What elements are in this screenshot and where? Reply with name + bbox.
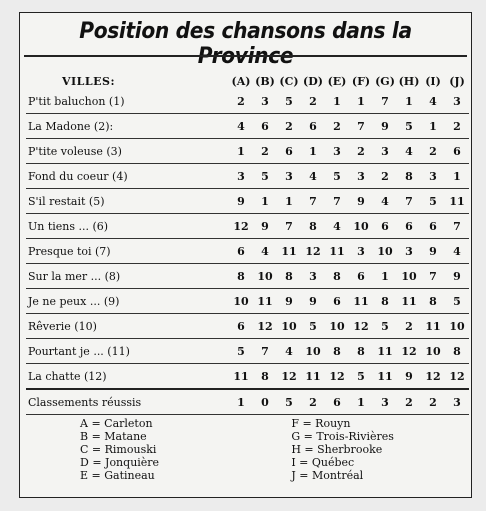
table-cell: 3	[373, 389, 397, 415]
table-cell: 11	[349, 289, 373, 314]
table-cell: 7	[373, 89, 397, 114]
table-cell: 4	[445, 239, 469, 264]
table-cell: 3	[421, 164, 445, 189]
table-cell: 9	[277, 289, 301, 314]
table-row	[26, 364, 469, 390]
totals-label: Classements réussis	[26, 389, 229, 415]
column-header: (I)	[425, 74, 441, 88]
table-cell: 7	[253, 339, 277, 364]
table-cell: 10	[229, 289, 253, 314]
legend-entry: G = Trois-Rivières	[291, 430, 394, 443]
table-cell: 7	[421, 264, 445, 289]
table-row	[26, 264, 469, 289]
table-cell: 6	[253, 114, 277, 139]
table-cell: 5	[421, 189, 445, 214]
table-cell: 3	[277, 164, 301, 189]
title-divider	[24, 55, 467, 57]
table-cell: 8	[421, 289, 445, 314]
table-row	[26, 189, 469, 214]
table-cell: 9	[349, 189, 373, 214]
table-cell: 5	[373, 314, 397, 339]
table-cell: 2	[325, 114, 349, 139]
table-row	[26, 339, 469, 364]
song-title: P'tite voleuse (3)	[26, 139, 229, 164]
table-cell: 6	[229, 314, 253, 339]
table-cell: 11	[373, 339, 397, 364]
table-cell: 12	[397, 339, 421, 364]
table-cell: 0	[253, 389, 277, 415]
table-cell: 9	[421, 239, 445, 264]
table-header-row	[26, 73, 469, 89]
legend-entry: H = Sherbrooke	[291, 443, 383, 456]
table-row	[26, 289, 469, 314]
table-row	[26, 89, 469, 114]
table-cell: 8	[445, 339, 469, 364]
totals-row	[26, 389, 469, 415]
table-cell: 7	[277, 214, 301, 239]
table-cell: 11	[421, 314, 445, 339]
song-title: Rêverie (10)	[26, 314, 229, 339]
table-cell: 1	[301, 139, 325, 164]
column-header: (C)	[279, 74, 299, 88]
legend-entry: J = Montréal	[291, 469, 364, 482]
city-legend	[80, 417, 460, 482]
song-title: S'il restait (5)	[26, 189, 229, 214]
table-cell: 2	[349, 139, 373, 164]
table-cell: 6	[349, 264, 373, 289]
legend-entry: D = Jonquière	[80, 456, 160, 469]
table-cell: 8	[397, 164, 421, 189]
column-header: (J)	[449, 74, 465, 88]
table-cell: 3	[445, 89, 469, 114]
table-row	[26, 139, 469, 164]
table-cell: 10	[349, 214, 373, 239]
song-title: La Madone (2):	[26, 114, 229, 139]
table-cell: 8	[277, 264, 301, 289]
legend-row	[80, 417, 460, 430]
song-title: P'tit baluchon (1)	[26, 89, 229, 114]
table-cell: 12	[253, 314, 277, 339]
song-title: Fond du coeur (4)	[26, 164, 229, 189]
table-cell: 4	[325, 214, 349, 239]
table-cell: 8	[301, 214, 325, 239]
table-cell: 4	[421, 89, 445, 114]
table-cell: 8	[373, 289, 397, 314]
legend-entry: C = Rimouski	[80, 443, 157, 456]
legend-row	[80, 469, 460, 482]
table-row	[26, 239, 469, 264]
table-cell: 2	[421, 139, 445, 164]
table-cell: 9	[301, 289, 325, 314]
table-row	[26, 164, 469, 189]
column-header: (F)	[351, 74, 371, 88]
table-cell: 2	[277, 114, 301, 139]
song-title: Pourtant je ... (11)	[26, 339, 229, 364]
table-cell: 12	[445, 364, 469, 390]
table-cell: 11	[277, 239, 301, 264]
table-cell: 12	[277, 364, 301, 390]
table-cell: 9	[373, 114, 397, 139]
legend-entry: I = Québec	[291, 456, 355, 469]
table-cell: 3	[325, 139, 349, 164]
table-cell: 6	[397, 214, 421, 239]
legend-row	[80, 443, 460, 456]
table-cell: 1	[373, 264, 397, 289]
table-cell: 10	[421, 339, 445, 364]
column-header: (H)	[398, 74, 420, 88]
table-cell: 8	[229, 264, 253, 289]
table-cell: 9	[253, 214, 277, 239]
table-cell: 1	[253, 189, 277, 214]
table-cell: 8	[253, 364, 277, 390]
legend-entry: F = Rouyn	[291, 417, 351, 430]
table-cell: 8	[325, 339, 349, 364]
table-cell: 11	[445, 189, 469, 214]
table-cell: 2	[229, 89, 253, 114]
table-cell: 3	[301, 264, 325, 289]
table-cell: 6	[277, 139, 301, 164]
page-title: Position des chansons dans la Province	[79, 19, 412, 69]
table-cell: 10	[373, 239, 397, 264]
table-cell: 6	[445, 139, 469, 164]
table-cell: 4	[277, 339, 301, 364]
table-cell: 12	[421, 364, 445, 390]
table-cell: 2	[301, 389, 325, 415]
table-cell: 10	[277, 314, 301, 339]
table-cell: 5	[445, 289, 469, 314]
table-cell: 11	[253, 289, 277, 314]
table-cell: 10	[325, 314, 349, 339]
table-cell: 5	[325, 164, 349, 189]
table-cell: 10	[445, 314, 469, 339]
table-cell: 6	[301, 114, 325, 139]
table-cell: 3	[349, 164, 373, 189]
table-cell: 2	[445, 114, 469, 139]
column-header: (D)	[303, 74, 323, 88]
legend-entry: E = Gatineau	[80, 469, 155, 482]
table-cell: 1	[421, 114, 445, 139]
table-cell: 5	[277, 389, 301, 415]
table-cell: 9	[229, 189, 253, 214]
table-cell: 1	[277, 189, 301, 214]
column-header: (B)	[255, 74, 275, 88]
table-cell: 7	[301, 189, 325, 214]
table-cell: 10	[397, 264, 421, 289]
table-cell: 2	[253, 139, 277, 164]
legend-entry: A = Carleton	[80, 417, 153, 430]
table-cell: 4	[373, 189, 397, 214]
column-header: (G)	[375, 74, 395, 88]
table-cell: 3	[397, 239, 421, 264]
table-cell: 1	[397, 89, 421, 114]
table-cell: 7	[325, 189, 349, 214]
table-cell: 5	[301, 314, 325, 339]
song-rows	[26, 89, 469, 389]
table-cell: 2	[421, 389, 445, 415]
table-cell: 8	[325, 264, 349, 289]
ranking-table	[26, 73, 469, 415]
song-ranking-card	[19, 12, 472, 498]
song-title: Un tiens ... (6)	[26, 214, 229, 239]
table-cell: 4	[253, 239, 277, 264]
legend-row	[80, 430, 460, 443]
table-cell: 6	[325, 389, 349, 415]
table-cell: 11	[301, 364, 325, 390]
table-cell: 5	[349, 364, 373, 390]
table-cell: 10	[253, 264, 277, 289]
table-cell: 12	[325, 364, 349, 390]
table-cell: 2	[301, 89, 325, 114]
table-cell: 12	[301, 239, 325, 264]
table-cell: 11	[229, 364, 253, 390]
legend-entry: B = Matane	[80, 430, 147, 443]
table-cell: 4	[397, 139, 421, 164]
table-cell: 11	[397, 289, 421, 314]
table-cell: 3	[229, 164, 253, 189]
table-cell: 1	[325, 89, 349, 114]
table-cell: 8	[349, 339, 373, 364]
table-cell: 1	[445, 164, 469, 189]
table-cell: 1	[229, 139, 253, 164]
column-header: (A)	[231, 74, 251, 88]
table-cell: 3	[349, 239, 373, 264]
table-row	[26, 214, 469, 239]
table-cell: 7	[349, 114, 373, 139]
table-cell: 2	[397, 314, 421, 339]
song-title: Je ne peux ... (9)	[26, 289, 229, 314]
table-cell: 5	[253, 164, 277, 189]
table-cell: 3	[373, 139, 397, 164]
table-cell: 3	[445, 389, 469, 415]
table-cell: 4	[229, 114, 253, 139]
table-cell: 11	[325, 239, 349, 264]
cities-header: VILLES:	[62, 74, 116, 88]
table-cell: 2	[373, 164, 397, 189]
table-cell: 1	[349, 389, 373, 415]
table-cell: 7	[397, 189, 421, 214]
table-cell: 6	[229, 239, 253, 264]
table-cell: 5	[277, 89, 301, 114]
table-cell: 12	[229, 214, 253, 239]
song-title: La chatte (12)	[26, 364, 229, 390]
table-cell: 1	[349, 89, 373, 114]
table-cell: 5	[397, 114, 421, 139]
table-row	[26, 114, 469, 139]
song-title: Presque toi (7)	[26, 239, 229, 264]
table-cell: 9	[397, 364, 421, 390]
table-cell: 6	[373, 214, 397, 239]
table-cell: 9	[445, 264, 469, 289]
table-cell: 11	[373, 364, 397, 390]
table-cell: 10	[301, 339, 325, 364]
song-title: Sur la mer ... (8)	[26, 264, 229, 289]
table-cell: 6	[421, 214, 445, 239]
table-cell: 6	[325, 289, 349, 314]
table-cell: 3	[253, 89, 277, 114]
table-cell: 7	[445, 214, 469, 239]
table-cell: 4	[301, 164, 325, 189]
table-cell: 5	[229, 339, 253, 364]
table-cell: 12	[349, 314, 373, 339]
legend-row	[80, 456, 460, 469]
column-header: (E)	[327, 74, 347, 88]
table-cell: 1	[229, 389, 253, 415]
table-cell: 2	[397, 389, 421, 415]
table-row	[26, 314, 469, 339]
